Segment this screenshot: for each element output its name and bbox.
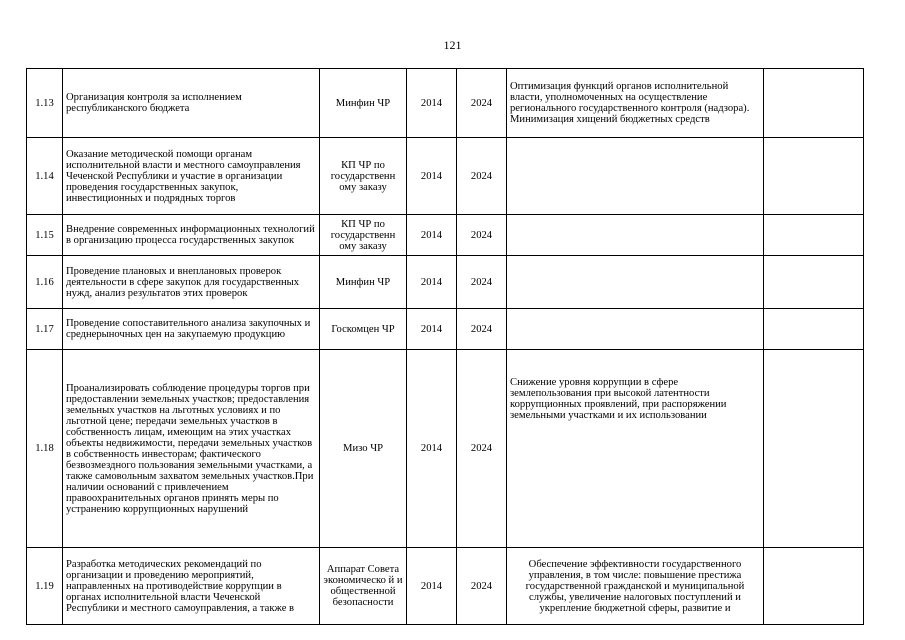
page-number: 121 xyxy=(443,38,462,52)
row-number: 1.13 xyxy=(27,69,63,138)
end-year: 2024 xyxy=(457,215,507,256)
end-year: 2024 xyxy=(457,138,507,215)
row-number: 1.16 xyxy=(27,256,63,309)
measure-description: Проведение сопоставительного анализа закупочных и среднерыночных цен на закупаемую продукцию xyxy=(63,309,320,350)
start-year: 2014 xyxy=(407,350,457,548)
expected-result xyxy=(507,138,764,215)
table-row xyxy=(27,256,864,309)
start-year: 2014 xyxy=(407,215,457,256)
expected-result xyxy=(507,309,764,350)
end-year: 2024 xyxy=(457,256,507,309)
expected-result: Оптимизация функций органов исполнительной власти, уполномоченных на осуществление регионального государственного контроля (надзора). Минимизация хищений бюджетных средств xyxy=(507,69,764,138)
executor: Мизо ЧР xyxy=(320,350,407,548)
measure-description: Проведение плановых и внеплановых проверок деятельности в сфере закупок для государственных нужд, анализ результатов этих проверок xyxy=(63,256,320,309)
expected-result xyxy=(507,256,764,309)
start-year: 2014 xyxy=(407,309,457,350)
table-row xyxy=(27,69,864,138)
table-row xyxy=(27,350,864,548)
expected-result-text: Снижение уровня коррупции в сфере землепользования при высокой латентности коррупционных проявлений, при распоряжении земельными участками и их использовании xyxy=(510,377,727,421)
executor: Минфин ЧР xyxy=(320,69,407,138)
note-cell xyxy=(764,309,864,350)
end-year: 2024 xyxy=(457,309,507,350)
table-row xyxy=(27,548,864,625)
start-year: 2014 xyxy=(407,69,457,138)
row-number: 1.15 xyxy=(27,215,63,256)
row-number: 1.19 xyxy=(27,548,63,625)
executor: Госкомцен ЧР xyxy=(320,309,407,350)
expected-result xyxy=(507,350,764,548)
end-year: 2024 xyxy=(457,548,507,625)
executor: КП ЧР по государственн ому заказу xyxy=(320,215,407,256)
row-number: 1.14 xyxy=(27,138,63,215)
note-cell xyxy=(764,69,864,138)
executor: КП ЧР по государственн ому заказу xyxy=(320,138,407,215)
row-number: 1.17 xyxy=(27,309,63,350)
table-row xyxy=(27,215,864,256)
end-year: 2024 xyxy=(457,69,507,138)
start-year: 2014 xyxy=(407,548,457,625)
executor: Аппарат Совета экономическо й и общественной безопасности xyxy=(320,548,407,625)
measure-description: Проанализировать соблюдение процедуры торгов при предоставлении земельных участков; предоставления земельных участков на льготных условиях и по льготной цене; передачи земельных участков в собственность лицам, имеющим на этих участках объекты недвижимости, передачи земельных участков в собственность инвесторам; фактического безвозмездного пользования земельными участками, а также самовольным захватом земельных участков.При наличии оснований с привлечением правоохранительных органов принять меры по устранению коррупционных нарушений xyxy=(63,350,320,548)
start-year: 2014 xyxy=(407,256,457,309)
note-cell xyxy=(764,350,864,548)
table-row xyxy=(27,309,864,350)
executor: Минфин ЧР xyxy=(320,256,407,309)
table-row xyxy=(27,138,864,215)
start-year: 2014 xyxy=(407,138,457,215)
note-cell xyxy=(764,548,864,625)
end-year: 2024 xyxy=(457,350,507,548)
note-cell xyxy=(764,256,864,309)
measure-description: Внедрение современных информационных технологий в организацию процесса государственных закупок xyxy=(63,215,320,256)
row-number: 1.18 xyxy=(27,350,63,548)
note-cell xyxy=(764,215,864,256)
measures-table xyxy=(26,68,864,625)
expected-result: Обеспечение эффективности государственного управления, в том числе: повышение престижа государственной гражданской и муниципальной службы, увеличение налоговых поступлений и укрепление бюджетной сферы, развитие и xyxy=(507,548,764,625)
measure-description: Оказание методической помощи органам исполнительной власти и местного самоуправления Чеченской Республики и участие в организации проведения государственных закупок, инвестиционных и подрядных торгов xyxy=(63,138,320,215)
expected-result xyxy=(507,215,764,256)
note-cell xyxy=(764,138,864,215)
measure-description: Организация контроля за исполнением республиканского бюджета xyxy=(63,69,320,138)
measure-description: Разработка методических рекомендаций по организации и проведению мероприятий, направленных на противодействие коррупции в органах исполнительной власти Чеченской Республики и местного самоуправления, а также в xyxy=(63,548,320,625)
